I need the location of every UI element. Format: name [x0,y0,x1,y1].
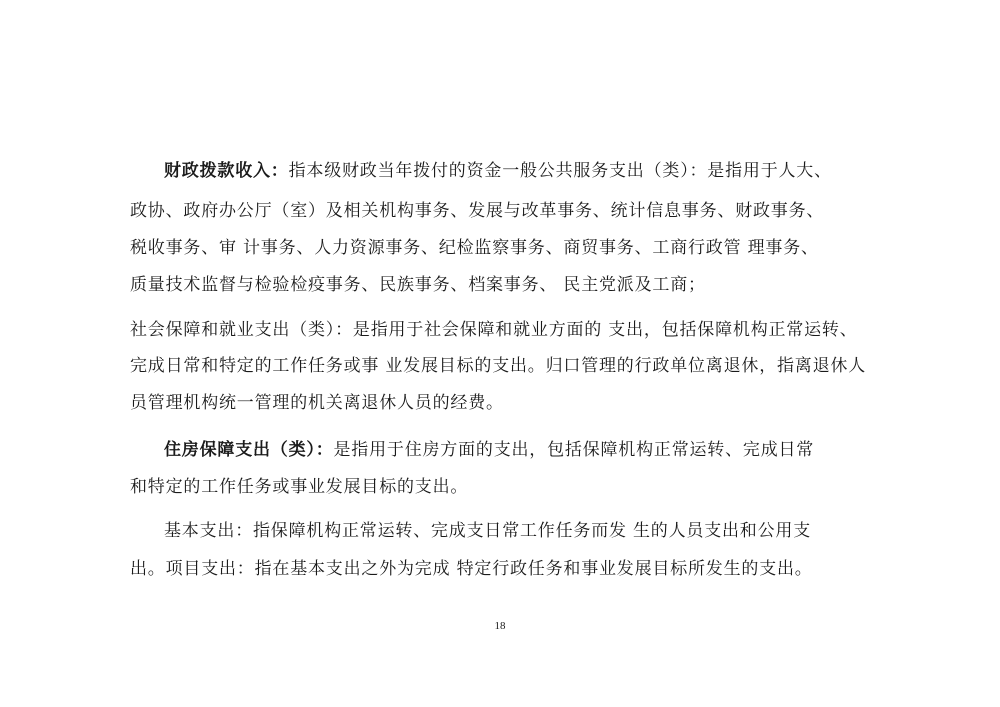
page-number: 18 [494,620,506,632]
p3-line-2: 和特定的工作任务或事业发展目标的支出。 [130,477,469,497]
p3-line-1 [164,438,814,462]
p2-line-3: 员管理机构统一管理的机关离退休人员的经费。 [130,393,504,413]
p2-line-1: 社会保障和就业支出（类）：是指用于社会保障和就业方面的 支出，包括保障机构正常运转、 [130,320,858,340]
p3-heading: 住房保障支出（类）： [164,440,334,460]
p1-line-1-text: 指本级财政当年拨付的资金一般公共服务支出（类）：是指用于人大、 [288,161,832,181]
p2-line-2: 完成日常和特定的工作任务或事 业发展目标的支出。归口管理的行政单位离退休，指离退休人 [130,356,867,376]
p1-line-1 [164,159,832,183]
p3-line-1-text: 是指用于住房方面的支出，包括保障机构正常运转、完成日常 [333,440,815,460]
p1-line-3: 税收事务、审 计事务、人力资源事务、纪检监察事务、商贸事务、工商行政管 理事务、 [130,238,819,258]
p1-heading: 财政拨款收入： [164,161,289,181]
p1-line-4: 质量技术监督与检验检疫事务、民族事务、档案事务、 民主党派及工商； [130,275,706,295]
p4-line-1: 基本支出：指保障机构正常运转、完成支日常工作任务而发 生的人员支出和公用支 [164,521,812,541]
p1-line-2: 政协、政府办公厅（室）及相关机构事务、发展与改革事务、统计信息事务、财政事务、 [130,201,825,221]
p4-line-2: 出。项目支出：指在基本支出之外为完成 特定行政任务和事业发展目标所发生的支出。 [130,559,813,579]
